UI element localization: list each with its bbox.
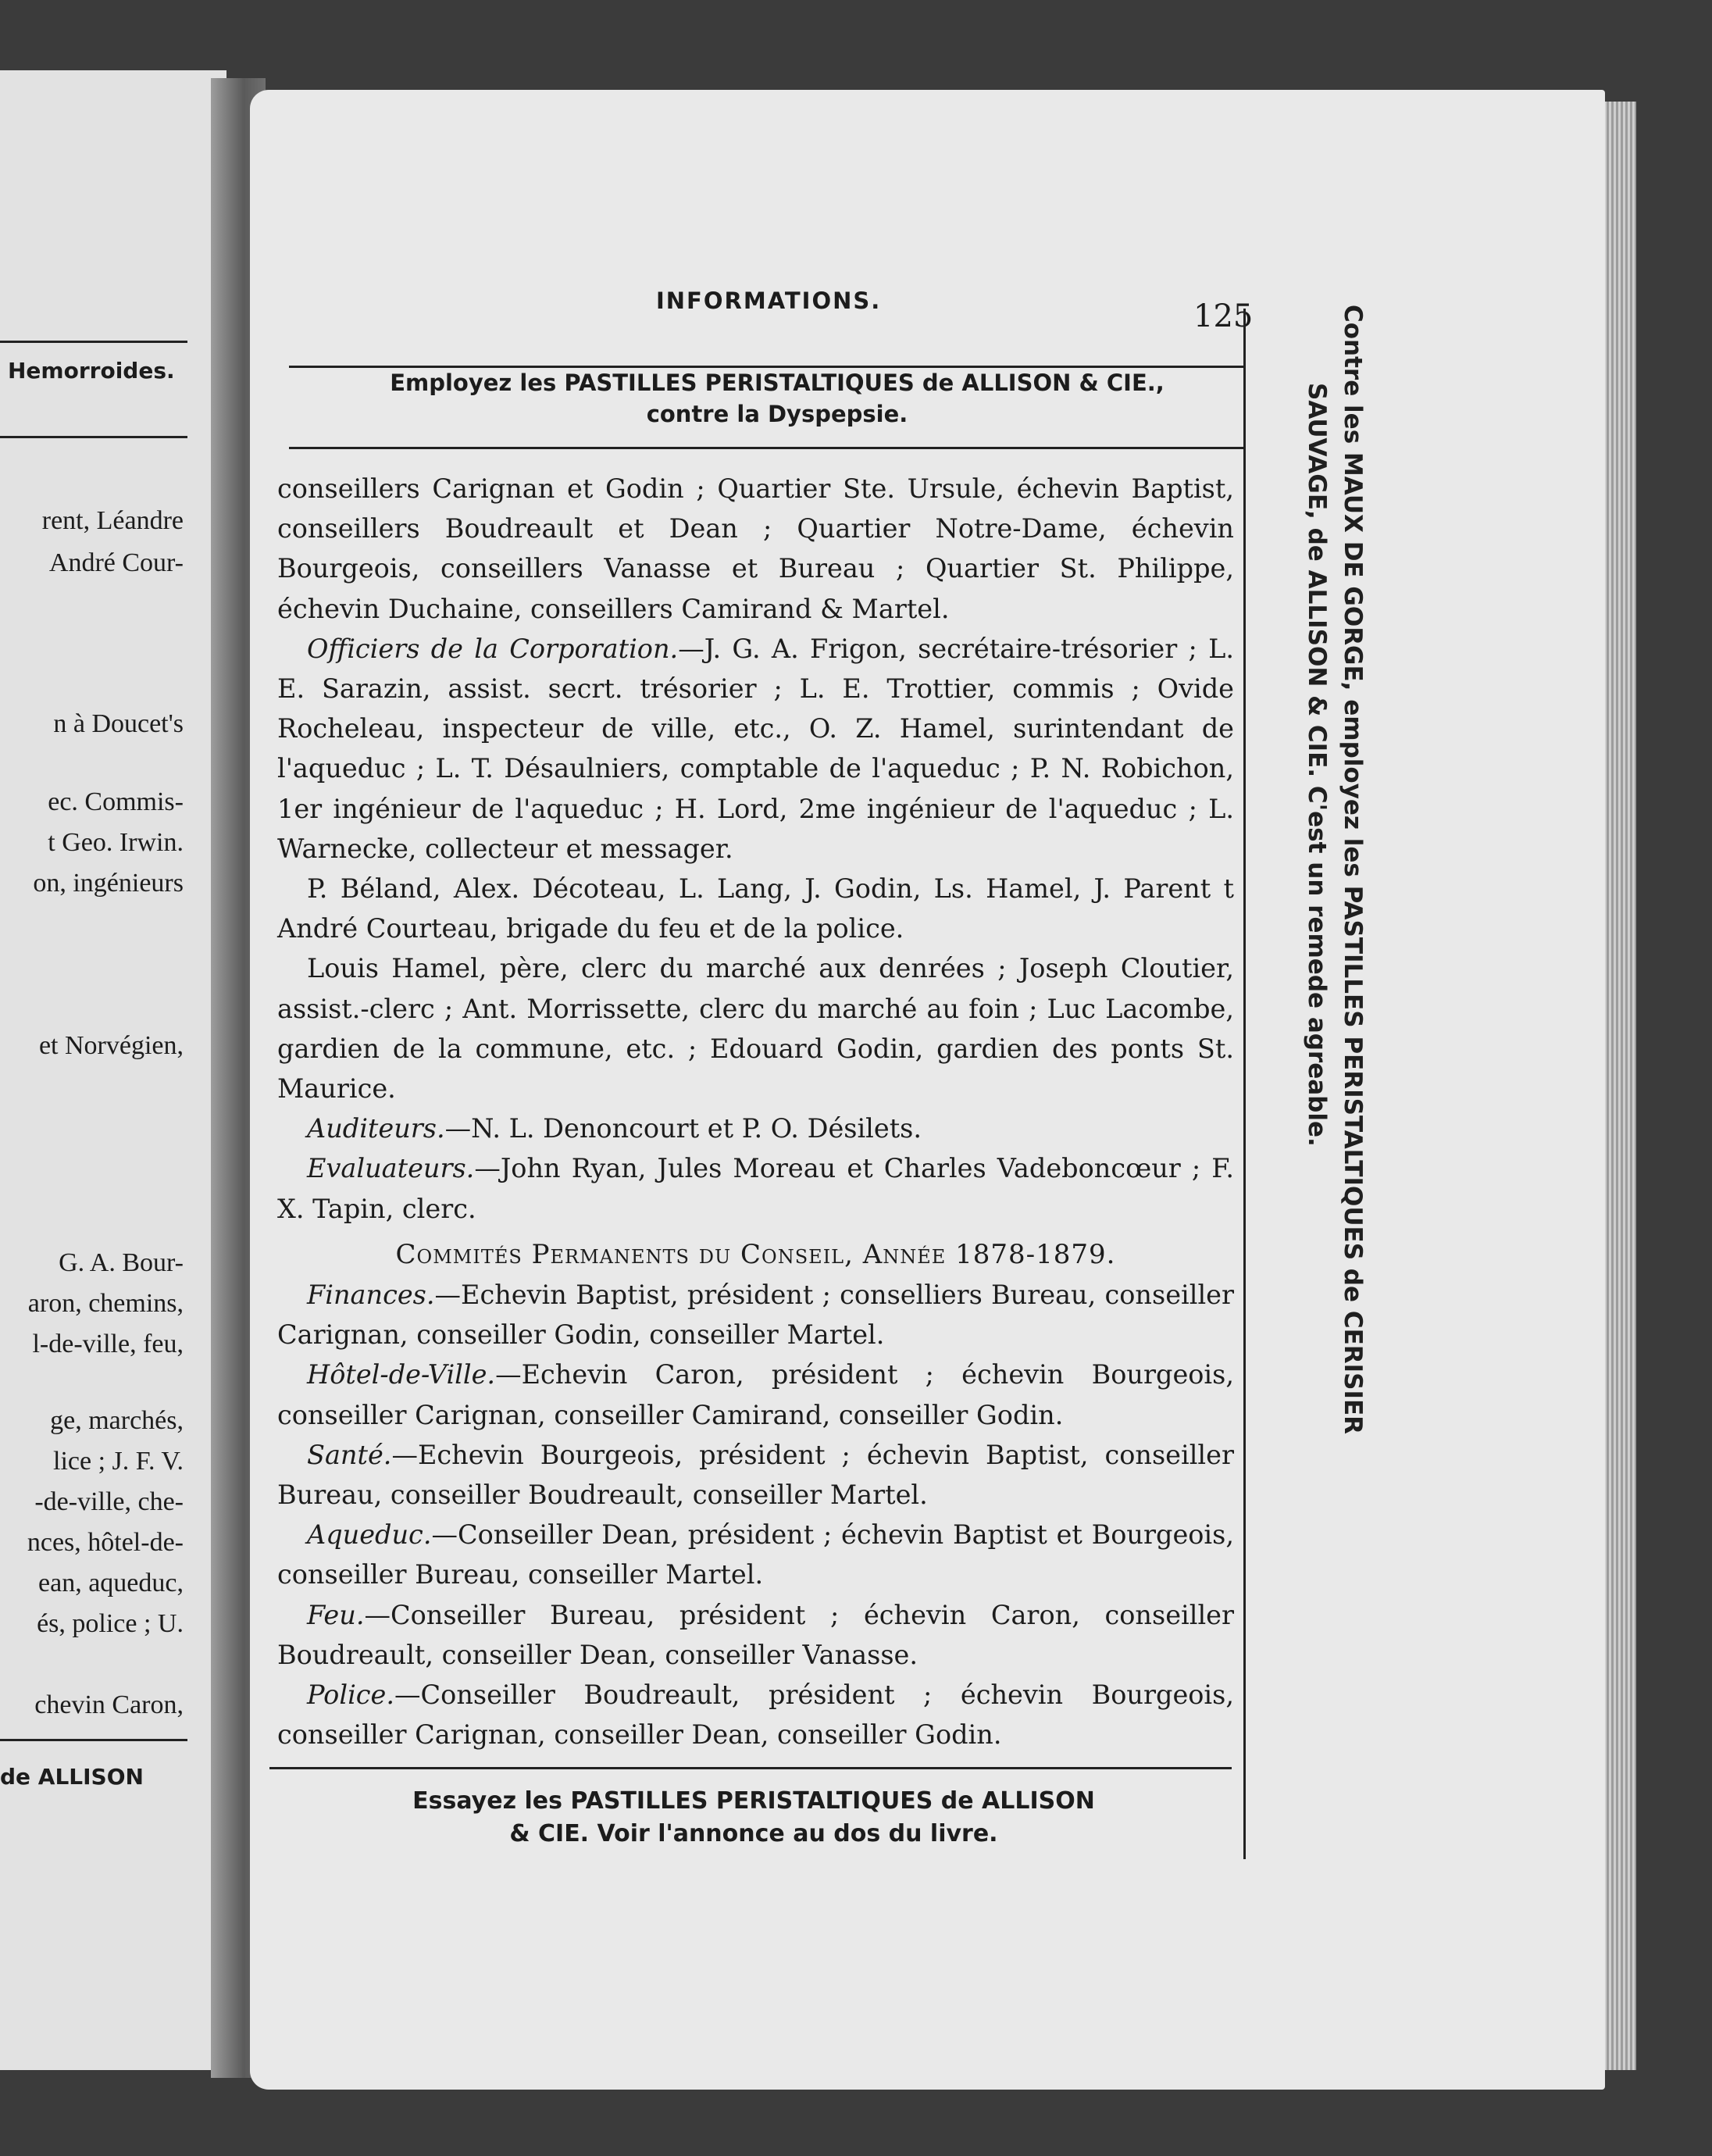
facing-page-fragment: -de-ville, che- — [34, 1487, 184, 1516]
section-text: —N. L. Denoncourt et P. O. Désilets. — [444, 1113, 922, 1144]
side-advertisement — [1261, 305, 1371, 1855]
facing-page-fragment: nces, hôtel-de- — [27, 1528, 184, 1557]
facing-page-fragment: G. A. Bour- — [59, 1248, 184, 1277]
top-ad-line: Employez les PASTILLES PERISTALTIQUES de ALLISON & CIE., — [390, 369, 1165, 396]
committee-paragraph — [277, 1275, 1234, 1355]
committee-text: —Conseiller Bureau, président ; échevin Caron, conseiller Boudreault, conseiller Dean, conseiller Vanasse. — [277, 1599, 1234, 1670]
margin-rule — [1243, 309, 1246, 1859]
section-label: Evaluateurs. — [307, 1153, 475, 1184]
facing-page — [0, 70, 226, 2070]
paragraph: conseillers Carignan et Godin ; Quartier Ste. Ursule, échevin Baptist, conseillers Boudreault et Dean ; Quartier Notre-Dame, échevin Bourgeois, conseillers Vanasse et Bureau ; Quartier St. Philippe, échevin Duchaine, conseillers Camirand & Martel. — [277, 473, 1234, 624]
committee-text: —Conseiller Boudreault, président ; échevin Bourgeois, conseiller Carignan, conseiller Dean, conseiller Godin. — [277, 1679, 1234, 1751]
facing-page-fragment: lice ; J. F. V. — [53, 1447, 184, 1476]
side-ad-line: SAUVAGE, de ALLISON & CIE. C'est un remede agreable. — [1303, 383, 1331, 1147]
committee-label: Aqueduc. — [307, 1519, 432, 1551]
footer-rule — [269, 1767, 1232, 1769]
facing-page-fragment: rent, Léandre — [41, 506, 184, 535]
bottom-ad-line: Essayez les PASTILLES PERISTALTIQUES de ALLISON — [412, 1787, 1095, 1815]
facing-page-fragment: ean, aqueduc, — [38, 1569, 184, 1597]
side-ad-line: Contre les MAUX DE GORGE, employez les PASTILLES PERISTALTIQUES de CERISIER — [1339, 305, 1367, 1435]
committee-paragraph — [277, 1435, 1234, 1515]
committee-text: —Echevin Caron, président ; échevin Bourgeois, conseiller Carignan, conseiller Camirand, conseiller Godin. — [277, 1359, 1234, 1430]
committee-label: Hôtel-de-Ville. — [307, 1359, 496, 1390]
committee-label: Police. — [307, 1679, 395, 1711]
body-text — [277, 469, 1234, 1755]
facing-page-footer: de ALLISON — [0, 1764, 144, 1790]
top-advertisement — [297, 367, 1257, 430]
bottom-ad-line: & CIE. Voir l'annonce au dos du livre. — [509, 1820, 998, 1847]
facing-page-label: Hemorroides. — [8, 358, 175, 384]
facing-page-fragment: on, ingénieurs — [33, 869, 184, 898]
paragraph — [277, 1108, 1234, 1148]
committee-label: Finances. — [307, 1280, 435, 1311]
facing-page-fragment: chevin Caron, — [34, 1690, 184, 1719]
section-label: Auditeurs. — [307, 1113, 445, 1144]
paragraph — [277, 1148, 1234, 1228]
ad-rule — [289, 447, 1243, 449]
top-ad-line: contre la Dyspepsie. — [646, 401, 908, 427]
facing-page-fragment: et Norvégien, — [38, 1031, 184, 1060]
running-head: INFORMATIONS. — [656, 287, 882, 314]
page-number: 125 — [1193, 298, 1254, 334]
facing-page-fragment: André Cour- — [48, 548, 184, 577]
bottom-advertisement — [273, 1785, 1234, 1851]
facing-page-fragment: és, police ; U. — [37, 1609, 184, 1638]
section-text: —J. G. A. Frigon, secrétaire-trésorier ; L. E. Sarazin, assist. secrt. trésorier ; L. E. Trottier, commis ; Ovide Rocheleau, inspecteur de ville, etc., O. Z. Hamel, surintendant de l'aqueduc ; L. T. Désaulniers, comptable de l'aqueduc ; P. N. Robichon, 1er ingénieur de l'aqueduc ; H. Lord, 2me ingénieur de l'aqueduc ; L. Warnecke, collecteur et messager. — [277, 633, 1234, 864]
section-label: Officiers de la Corporation. — [307, 633, 679, 664]
divider — [0, 341, 187, 343]
section-text: —John Ryan, Jules Moreau et Charles Vadeboncœur ; F. X. Tapin, clerc. — [277, 1153, 1234, 1224]
committee-paragraph — [277, 1595, 1234, 1675]
committee-paragraph — [277, 1675, 1234, 1754]
committee-label: Feu. — [307, 1599, 365, 1630]
facing-page-fragment: aron, chemins, — [27, 1289, 184, 1318]
facing-page-fragment: ge, marchés, — [50, 1406, 184, 1435]
committee-text: —Conseiller Dean, président ; échevin Baptist et Bourgeois, conseiller Bureau, conseiller Martel. — [277, 1519, 1234, 1590]
divider — [0, 1739, 187, 1741]
paragraph: P. Béland, Alex. Décoteau, L. Lang, J. Godin, Ls. Hamel, J. Parent t André Courteau, brigade du feu et de la police. — [277, 873, 1234, 944]
facing-page-fragment: n à Doucet's — [53, 709, 184, 738]
committee-paragraph — [277, 1355, 1234, 1434]
divider — [0, 436, 187, 438]
committee-paragraph — [277, 1515, 1234, 1594]
committee-label: Santé. — [307, 1439, 392, 1470]
committees-heading: Commités Permanents du Conseil, Année 1878-1879. — [395, 1238, 1116, 1270]
paragraph: Louis Hamel, père, clerc du marché aux denrées ; Joseph Cloutier, assist.-clerc ; Ant. Morrissette, clerc du marché au foin ; Luc Lacombe, gardien de la commune, etc. ; Edouard Godin, gardien des ponts St. Maurice. — [277, 953, 1234, 1105]
facing-page-fragment: t Geo. Irwin. — [48, 828, 184, 857]
committee-text: —Echevin Baptist, président ; conselliers Bureau, conseiller Carignan, conseiller Godin, conseiller Martel. — [277, 1280, 1234, 1351]
committee-text: —Echevin Bourgeois, président ; échevin Baptist, conseiller Bureau, conseiller Boudreault, conseiller Martel. — [277, 1439, 1234, 1511]
paragraph — [277, 629, 1234, 869]
facing-page-fragment: ec. Commis- — [48, 787, 184, 816]
facing-page-fragment: l-de-ville, feu, — [32, 1330, 184, 1358]
